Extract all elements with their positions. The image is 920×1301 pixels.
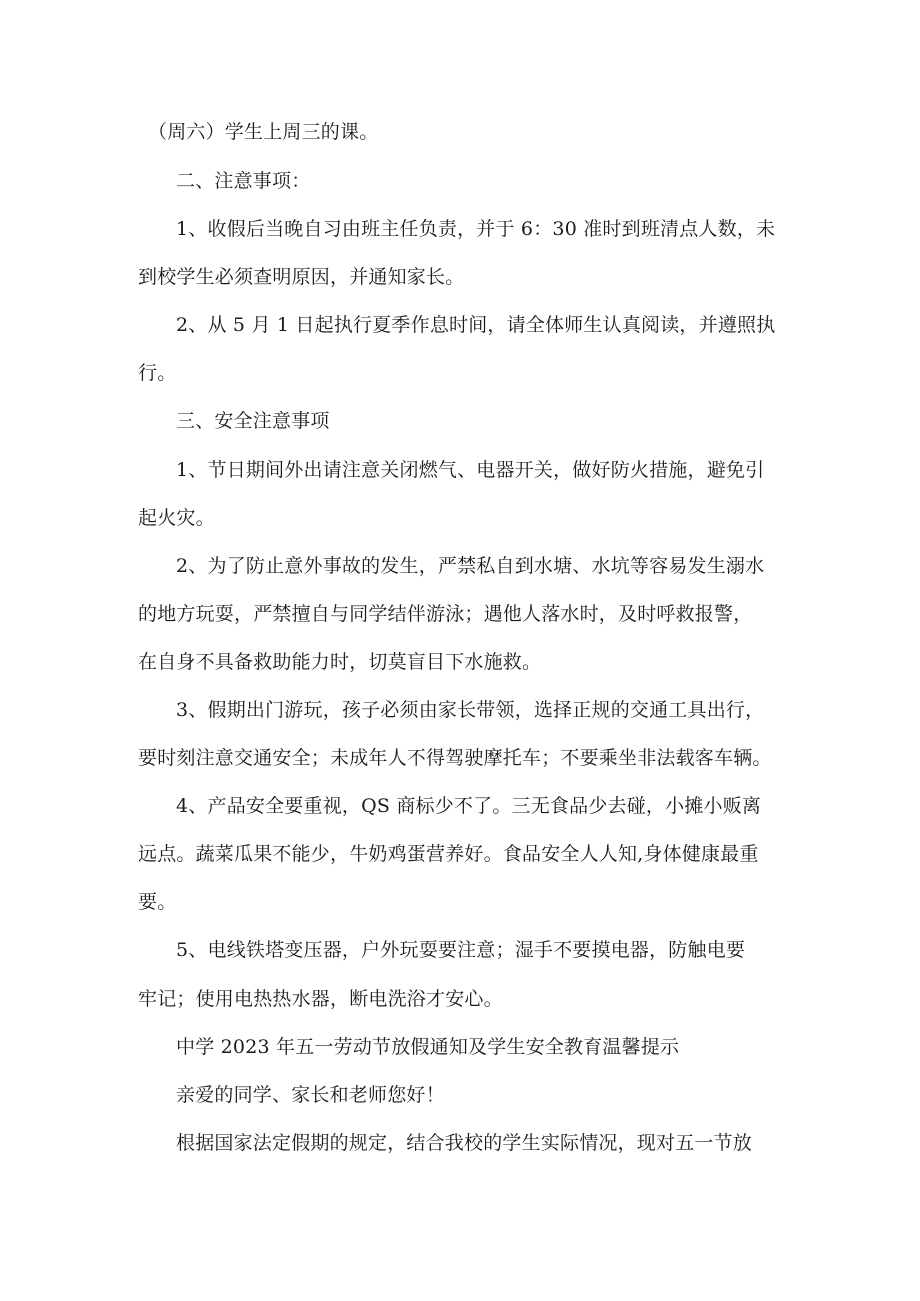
section-heading: 二、注意事项： [176,170,311,192]
paragraph-line: 到校学生必须查明原因，并通知家长。 [138,266,465,288]
paragraph-line: 1、节日期间外出请注意关闭燃气、电器开关，做好防火措施，避免引 [176,459,765,481]
paragraph-line: 牢记；使用电热热水器，断电洗浴才安心。 [138,988,503,1010]
paragraph-line: 起火灾。 [138,507,215,529]
paragraph-line: 在自身不具备救助能力时，切莫盲目下水施救。 [138,651,542,673]
section-heading: 三、安全注意事项 [176,410,330,432]
paragraph-line: 根据国家法定假期的规定，结合我校的学生实际情况，现对五一节放 [176,1132,753,1154]
paragraph-line: 要时刻注意交通安全；未成年人不得驾驶摩托车；不要乘坐非法载客车辆。 [138,747,772,769]
paragraph-line: 的地方玩耍，严禁擅自与同学结伴游泳；遇他人落水时，及时呼救报警， [138,603,753,625]
paragraph-line: （周六）学生上周三的课。 [148,121,379,143]
paragraph-line: 要。 [138,891,177,913]
paragraph-line: 行。 [138,362,177,384]
paragraph-line: 远点。蔬菜瓜果不能少，牛奶鸡蛋营养好。食品安全人人知,身体健康最重 [138,843,759,865]
paragraph-line: 3、假期出门游玩，孩子必须由家长带领，选择正规的交通工具出行， [176,699,765,721]
greeting-line: 亲爱的同学、家长和老师您好！ [176,1084,445,1106]
paragraph-line: 2、从 5 月 1 日起执行夏季作息时间，请全体师生认真阅读，并遵照执 [176,314,776,336]
paragraph-line: 5、电线铁塔变压器，户外玩耍要注意；湿手不要摸电器，防触电要 [176,939,746,961]
paragraph-line: 2、为了防止意外事故的发生，严禁私自到水塘、水坑等容易发生溺水 [176,555,765,577]
document-title: 中学 2023 年五一劳动节放假通知及学生安全教育温馨提示 [176,1036,680,1058]
paragraph-line: 1、收假后当晚自习由班主任负责，并于 6：30 准时到班清点人数，未 [176,218,776,240]
paragraph-line: 4、产品安全要重视，QS 商标少不了。三无食品少去碰，小摊小贩离 [176,795,762,817]
